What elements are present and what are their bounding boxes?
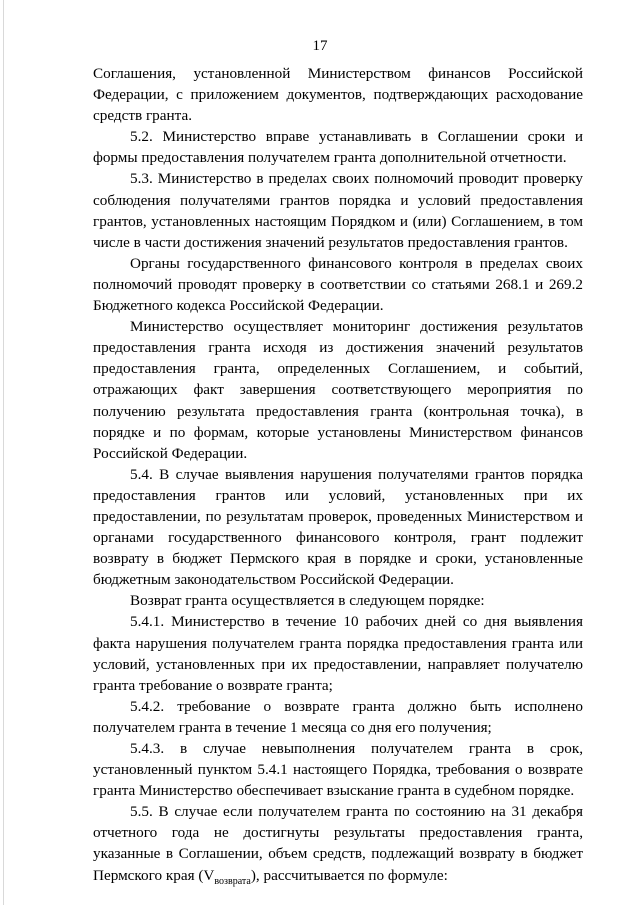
paragraph-return-order: Возврат гранта осуществляется в следующем порядке: <box>130 592 485 610</box>
paragraph-5-4-2: 5.4.2. требование о возврате гранта должно быть исполнено получателем гранта в течение 1 месяца со дня его получения; <box>93 697 583 736</box>
paragraph-5-5-text-before: 5.5. В случае если получателем гранта по состоянию на 31 декабря отчетного года не достигнуты результаты предоставления гранта, указанные в Соглашении, объем средств, подлежащий возврату в бюджет Пермского края (V <box>93 803 583 884</box>
paragraph-5-4: 5.4. В случае выявления нарушения получателями грантов порядка предоставления грантов или условий, установленных при их предоставлении, по результатам проверок, проведенных Министерством и органами государственного финансового контроля, грант подлежит возврату в бюджет Пермского края в порядке и сроки, установленные бюджетным законодательством Российской Федерации. <box>93 465 583 589</box>
subscript-return: возврата <box>214 875 251 887</box>
paragraph-5-2: 5.2. Министерство вправе устанавливать в Соглашении сроки и формы предоставления получателем гранта дополнительной отчетности. <box>93 128 583 167</box>
document-body <box>93 63 583 886</box>
paragraph-financial-control: Органы государственного финансового контроля в пределах своих полномочий проводят проверку в соответствии со статьями 268.1 и 269.2 Бюджетного кодекса Российской Федерации. <box>93 254 583 315</box>
paragraph-continuation: Соглашения, установленной Министерством финансов Российской Федерации, с приложением документов, подтверждающих расходование средств гранта. <box>93 65 583 125</box>
paragraph-5-3: 5.3. Министерство в пределах своих полномочий проводит проверку соблюдения получателями грантов порядка и условий предоставления грантов, установленных настоящим Порядком и (или) Соглашением, в том числе в части достижения значений результатов предоставления грантов. <box>93 170 583 251</box>
page-number: 17 <box>312 38 328 54</box>
paragraph-5-5-text-after: ), рассчитывается по формуле: <box>250 866 448 884</box>
scan-edge-line <box>3 0 4 905</box>
paragraph-monitoring: Министерство осуществляет мониторинг достижения результатов предоставления гранта исходя из достижения значений результатов предоставления гранта, определенных Соглашением, и событий, отражающих факт завершения соответствующего мероприятия по получению результата предоставления гранта (контрольная точка), в порядке и по формам, которые установлены Министерством финансов Российской Федерации. <box>93 318 583 462</box>
paragraph-5-4-1: 5.4.1. Министерство в течение 10 рабочих дней со дня выявления факта нарушения получателем гранта порядка предоставления гранта или условий, установленных при их предоставлении, направляет получателю гранта требование о возврате гранта; <box>93 613 583 694</box>
paragraph-5-5 <box>93 801 583 885</box>
paragraph-5-4-3: 5.4.3. в случае невыполнения получателем гранта в срок, установленный пунктом 5.4.1 настоящего Порядка, требования о возврате гранта Министерство обеспечивает взыскание гранта в судебном порядке. <box>93 740 583 800</box>
